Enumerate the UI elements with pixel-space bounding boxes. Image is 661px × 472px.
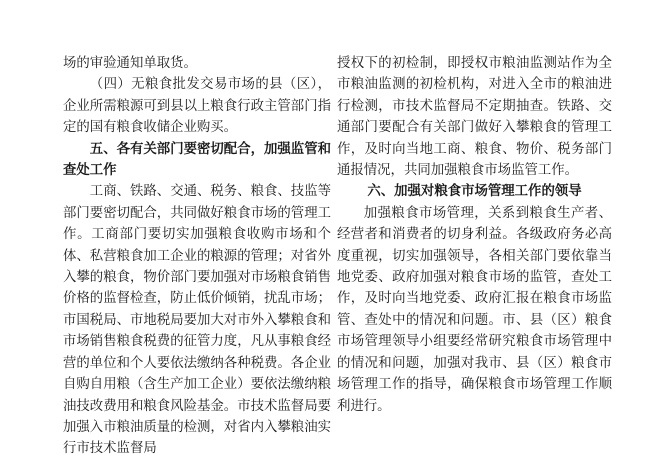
paragraph-departments: 工商、铁路、交通、税务、粮食、技监等部门要密切配合，共同做好粮食市场的管理工作。工商部门要切实加强粮食收购市场和个体、私营粮食加工企业的粮源的管理；对省外入攀的粮食，物价部门要加强对市场粮食销售价格的监督检查，防止低价倾销，扰乱市场；市国税局、市地税局要加大对市外入攀粮食和市场销售粮食税费的征管力度，凡从事粮食经营的单位和个人要依法缴纳各种税费。各企业自购自用粮（含生产加工企业）要依法缴纳粮油技改费用和粮食风险基金。市技术监督局要加强入市粮油质量的检测，对省内入攀粮油实行市技术监督局 [63,184,331,457]
right-column [337,53,612,417]
left-column [63,53,331,460]
paragraph-inspection: 授权下的初检制，即授权市粮油监测站作为全市粮油监测的初检机构，对进入全市的粮油进行检测，市技术监督局不定期抽查。铁路、交通部门要配合有关部门做好入攀粮食的管理工作，及时向当地工商、粮食、物价、税务部门通报情况，共同加强粮食市场监管工作。 [337,56,612,179]
paragraph-leadership: 加强粮食市场管理，关系到粮食生产者、经营者和消费者的切身利益。各级政府务必高度重视，切实加强领导，各相关部门要依靠当地党委、政府加强对粮食市场的监管，查处工作，及时向当地党委、政府汇报在粮食市场监管、查处中的情况和问题。市、县（区）粮食市场管理领导小组要经常研究粮食市场管理中的情况和问题，加强对我市、县（区）粮食市场管理工作的指导，确保粮食市场管理工作顺利进行。 [337,205,612,414]
paragraph-continuation: 场的审验通知单取货。 [63,56,197,71]
section-heading-5: 五、各有关部门要密切配合，加强监管和查处工作 [63,141,331,179]
section-heading-6: 六、加强对粮食市场管理工作的领导 [367,184,582,200]
paragraph-item-4: （四）无粮食批发交易市场的县（区），企业所需粮源可到县以上粮食行政主管部门指定的国有粮食收储企业购买。 [63,77,331,136]
